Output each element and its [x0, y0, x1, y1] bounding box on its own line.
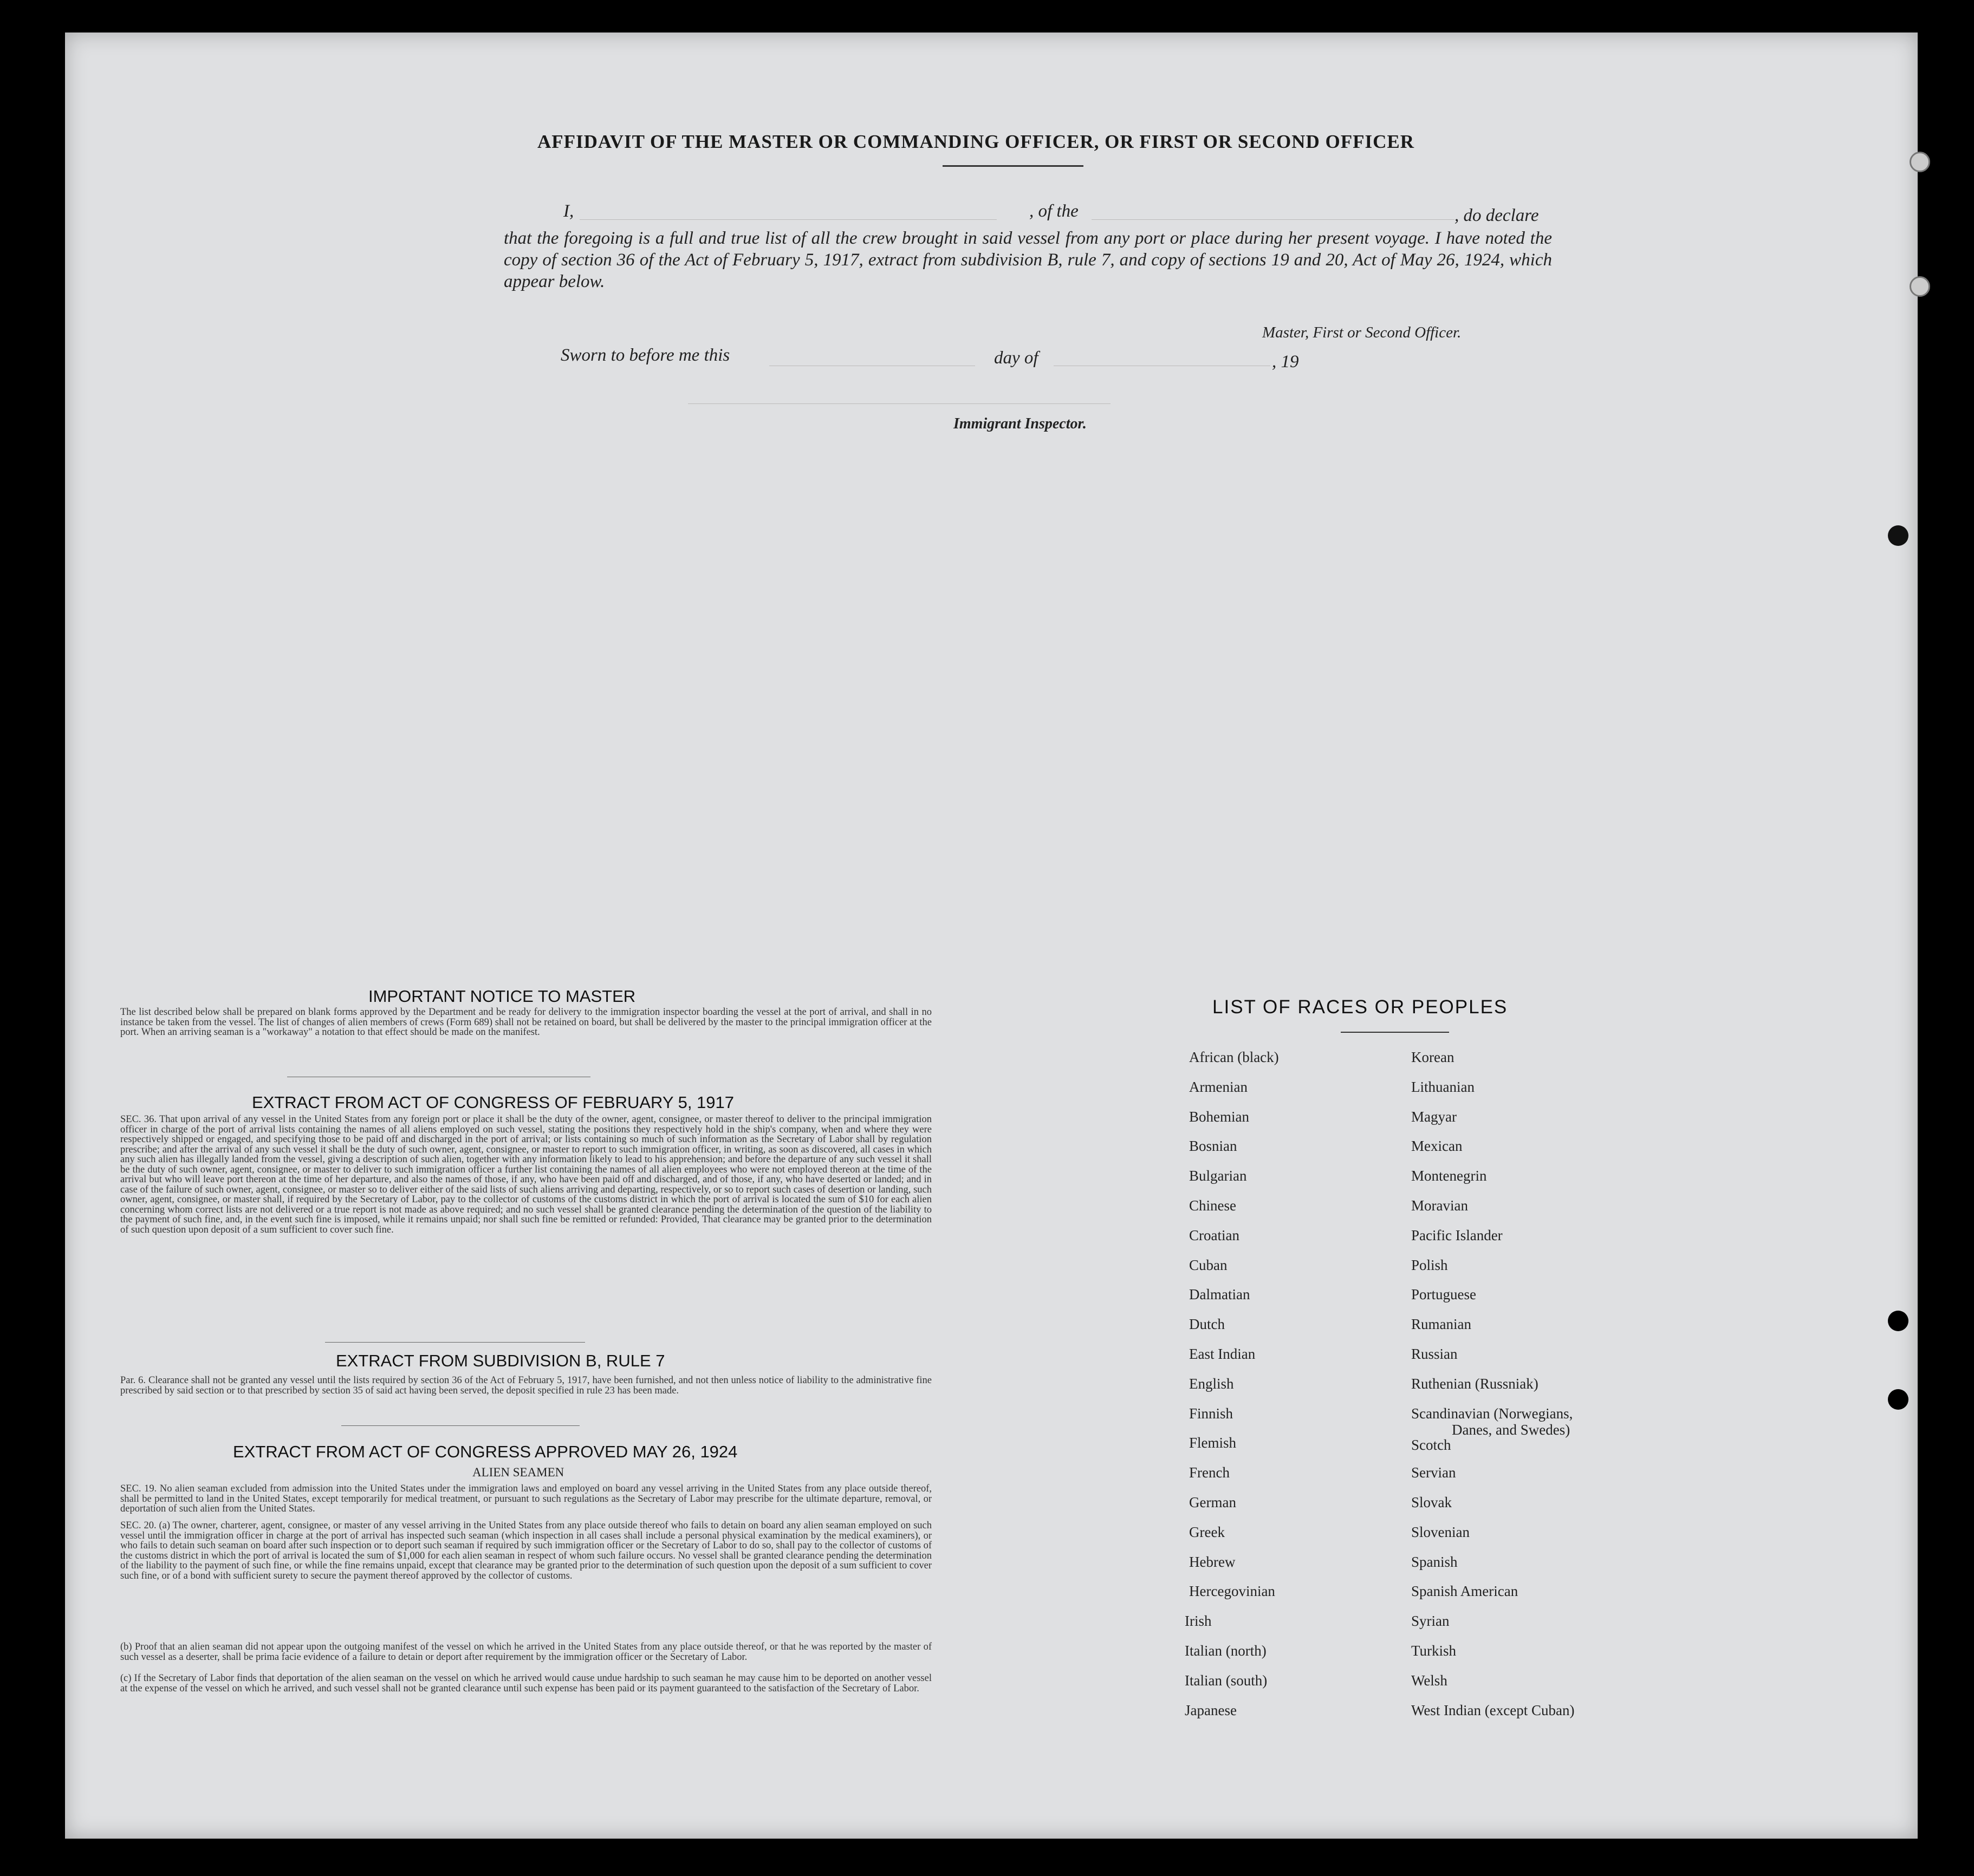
- extract2-text: Par. 6. Clearance shall not be granted any vessel until the lists required by section 36 of the Act of February 5, 1917, have been furnished, and not then unless notice of liability to the administrative fine prescribed by said section or to that prescribed by section 35 of said act having been served, the deposit specified in rule 23 has been made.: [120, 1375, 932, 1396]
- punch-hole: [1888, 1389, 1908, 1410]
- sworn-label: Sworn to before me this: [561, 346, 730, 365]
- of-the-label: , of the: [1029, 201, 1079, 221]
- race-item: West Indian (except Cuban): [1411, 1702, 1575, 1718]
- race-item: Welsh: [1411, 1672, 1447, 1689]
- race-item: Japanese: [1185, 1702, 1237, 1718]
- race-item: Flemish: [1189, 1435, 1237, 1451]
- notice-title: IMPORTANT NOTICE TO MASTER: [368, 987, 636, 1006]
- race-item: Hercegovinian: [1189, 1583, 1275, 1600]
- divider: [325, 1342, 585, 1343]
- race-item: Scandinavian (Norwegians,: [1411, 1405, 1573, 1422]
- race-item: Pacific Islander: [1411, 1227, 1503, 1243]
- extract3-sec19: SEC. 19. No alien seaman excluded from admission into the United States under the immigration laws and employed on board any vessel arriving in the United States from any place outside thereof, shall be permitted to land in the United States, except temporarily for medical treatment, or pursuant to such regulations as the Secretary of Labor may prescribe for the ultimate departure, removal, or deportation of such alien from the United States.: [120, 1483, 932, 1514]
- extract3-subtitle: ALIEN SEAMEN: [472, 1465, 564, 1479]
- race-item: Korean: [1411, 1049, 1454, 1065]
- race-item: Finnish: [1189, 1405, 1233, 1422]
- race-item: Lithuanian: [1411, 1078, 1475, 1095]
- extract3-sec20a: SEC. 20. (a) The owner, charterer, agent, consignee, or master of any vessel arriving in the United States from any place outside thereof who fails to detain on board any alien seaman employed on such vessel until the immigration officer in charge at the port of arrival has inspected such seaman (which inspection in all cases shall include a personal physical examination by the medical examiners), or who fails to detain such seaman on board after such inspection or to deport such seaman if required by such immigration officer or the Secretary of Labor to do so, shall pay to the collector of customs of the customs district in which the port of arrival is located the sum of $1,000 for each alien seaman in respect of whom such failure occurs. No vessel shall be granted clearance pending the determination of the liability to the payment of such fine, or while the fine remains unpaid, except that clearance may be granted prior to the determination of such question upon the deposit of a sum sufficient to cover such fine, or of a bond with sufficient surety to secure the payment thereof approved by the collector of customs.: [120, 1520, 932, 1581]
- race-item: French: [1189, 1464, 1230, 1481]
- punch-hole: [1910, 152, 1930, 172]
- race-item: Spanish American: [1411, 1583, 1518, 1600]
- race-item: Croatian: [1189, 1227, 1239, 1243]
- punch-hole: [1888, 1311, 1908, 1331]
- affidavit-text: that the foregoing is a full and true list of all the crew brought in said vessel from any port or place during her present voyage. I have noted the copy of section 36 of the Act of February 5, 1917, extract from subdivision B, rule 7, and copy of sections 19 and 20, Act of May 26, 1924, which appear below.: [504, 229, 1552, 291]
- race-item: German: [1189, 1494, 1236, 1510]
- race-item: Dutch: [1189, 1316, 1225, 1333]
- race-item: Turkish: [1411, 1643, 1457, 1659]
- punch-hole: [1888, 525, 1908, 546]
- race-item: Hebrew: [1189, 1553, 1236, 1570]
- race-item: Spanish: [1411, 1553, 1458, 1570]
- race-item: Cuban: [1189, 1256, 1228, 1273]
- affidavit-title: AFFIDAVIT OF THE MASTER OR COMMANDING OFFICER, OR FIRST OR SECOND OFFICER: [537, 131, 1414, 152]
- extract1-text: SEC. 36. That upon arrival of any vessel in the United States from any foreign port or place it shall be the duty of the owner, agent, consignee, or master thereof to deliver to the principal immigration officer in charge of the port of arrival lists containing the names of all aliens employed on such vessel, stating the positions they respectively hold in the ship's company, when and where they were respectively shipped or engaged, and specifying those to be paid off and discharged in the port of arrival; or lists containing so much of such information as the Secretary of Labor shall by regulation prescribe; and after the arrival of any such vessel it shall be the duty of such owner, agent, consignee, or master to report to such immigration officer, in writing, as soon as discovered, all cases in which any such alien has illegally landed from the vessel, giving a description of such alien, together with any information likely to lead to his apprehension; and before the departure of any such vessel it shall be the duty of such owner, agent, consignee, or master to deliver to such immigration officer a further list containing the names of all alien employees who were not employed thereon at the time of the arrival but who will leave port thereon at the time of her departure, and also the names of those, if any, who have been paid off and discharged, and of those, if any, who have deserted or landed; and in case of the failure of such owner, agent, consignee, or master so to deliver either of the said lists of such aliens arriving and departing, respectively, or so to report such cases of desertion or landing, such owner, agent, consignee, or master shall, if required by the Secretary of Labor, pay to the collector of customs of the customs district in which the port of arrival is located the sum of $10 for each alien concerning whom correct lists are not delivered or a true report is not made as above required; and no such vessel shall be granted clearance pending the determination of the question of the liability to the payment of such fine, and, in the event such fine is imposed, while it remains unpaid; nor shall such fine be remitted or refunded: Provided, That clearance may be granted prior to the determination of such question upon deposit of a sum sufficient to cover such fine.: [120, 1114, 932, 1235]
- extract2-title: EXTRACT FROM SUBDIVISION B, RULE 7: [336, 1351, 665, 1370]
- race-item: Slovenian: [1411, 1523, 1470, 1540]
- race-item: Dalmatian: [1189, 1286, 1250, 1303]
- extract3-title: EXTRACT FROM ACT OF CONGRESS APPROVED MAY 26, 1924: [233, 1442, 738, 1461]
- race-item: Russian: [1411, 1346, 1458, 1362]
- name-line: [580, 219, 997, 220]
- race-item: Scotch: [1411, 1437, 1451, 1454]
- race-item: Irish: [1185, 1613, 1212, 1630]
- race-item: Mexican: [1411, 1138, 1463, 1155]
- race-item: Moravian: [1411, 1197, 1468, 1214]
- inspector-line: [688, 403, 1111, 404]
- divider: [341, 1425, 580, 1426]
- race-item: Slovak: [1411, 1494, 1452, 1510]
- race-item: Italian (south): [1185, 1672, 1268, 1689]
- do-declare-label: , do declare: [1454, 206, 1539, 225]
- race-item: East Indian: [1189, 1346, 1256, 1362]
- race-item: Servian: [1411, 1464, 1456, 1481]
- punch-hole: [1910, 276, 1930, 297]
- race-item: Danes, and Swedes): [1452, 1421, 1570, 1438]
- day-of-label: day of: [994, 348, 1038, 368]
- race-item: Bulgarian: [1189, 1168, 1247, 1184]
- race-item: Ruthenian (Russniak): [1411, 1375, 1538, 1392]
- race-item: Polish: [1411, 1256, 1448, 1273]
- race-item: Magyar: [1411, 1108, 1457, 1125]
- race-item: Bosnian: [1189, 1138, 1237, 1155]
- title-rule: [943, 165, 1083, 167]
- year-label: , 19: [1272, 352, 1299, 372]
- race-item: Chinese: [1189, 1197, 1236, 1214]
- race-item: Greek: [1189, 1523, 1225, 1540]
- notice-text: The list described below shall be prepared on blank forms approved by the Department and be ready for delivery to the immigration inspector boarding the vessel at the port of arrival, and shall in no instance be taken from the vessel. The list of changes of alien members of crews (Form 689) shall not be retained on board, but shall be delivered by the master to the principal immigration officer at the port. When an arriving seaman is a "workaway" a notation to that effect should be made on the manifest.: [120, 1007, 932, 1038]
- races-title: LIST OF RACES OR PEOPLES: [1212, 996, 1508, 1018]
- race-item: Italian (north): [1185, 1643, 1267, 1659]
- race-item: English: [1189, 1375, 1234, 1392]
- inspector-label: Immigrant Inspector.: [953, 415, 1087, 432]
- race-item: Syrian: [1411, 1613, 1450, 1630]
- extract1-title: EXTRACT FROM ACT OF CONGRESS OF FEBRUARY 5, 1917: [252, 1093, 735, 1112]
- race-item: Bohemian: [1189, 1108, 1249, 1125]
- i-label: I,: [563, 201, 574, 221]
- race-item: African (black): [1189, 1049, 1279, 1065]
- vessel-line: [1092, 219, 1454, 220]
- master-signature-label: Master, First or Second Officer.: [1262, 324, 1462, 341]
- race-item: Armenian: [1189, 1078, 1248, 1095]
- race-item: Portuguese: [1411, 1286, 1476, 1303]
- race-item: Rumanian: [1411, 1316, 1471, 1333]
- extract3-sec20c: (c) If the Secretary of Labor finds that deportation of the alien seaman on the vessel on which he arrived would cause undue hardship to such seaman he may cause him to be deported on another vessel at the expense of the vessel on which he arrived, and such vessel shall not be granted clearance until such expense has been paid or its payment guaranteed to the satisfaction of the Secretary of Labor.: [120, 1673, 932, 1694]
- races-rule: [1341, 1032, 1449, 1033]
- extract3-sec20b: (b) Proof that an alien seaman did not appear upon the outgoing manifest of the vessel on which he arrived in the United States from any place outside thereof, or that he was reported by the master of such vessel as a deserter, shall be prima facie evidence of a failure to detain or deport after requirement by the immigration officer or the Secretary of Labor.: [120, 1642, 932, 1663]
- race-item: Montenegrin: [1411, 1168, 1487, 1184]
